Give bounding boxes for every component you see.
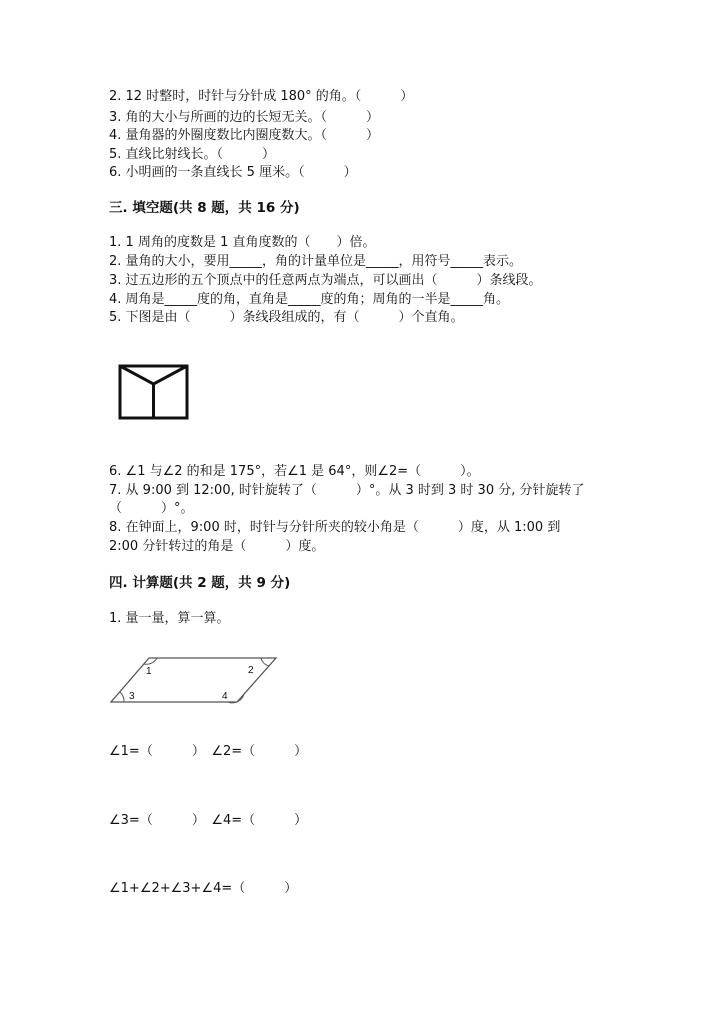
answer-line-3: ∠1+∠2+∠3+∠4=（ ） — [109, 881, 298, 896]
judge-item-5: 5. 直线比射线长。（ ） — [109, 147, 276, 162]
angle-label-4: 4 — [222, 691, 228, 702]
angle-arc-2 — [261, 658, 269, 666]
fill-item-6: 6. ∠1 与∠2 的和是 175°，若∠1 是 64°，则∠2=（ ）。 — [109, 464, 480, 479]
fill-item-3: 3. 过五边形的五个顶点中的任意两点为端点，可以画出（ ）条线段。 — [109, 273, 542, 288]
angle-label-3: 3 — [129, 691, 135, 702]
parallelogram-figure — [108, 654, 280, 708]
inner-segment-left — [120, 366, 154, 384]
fill-item-7: 7. 从 9:00 到 12:00, 时针旋转了（ ）°。从 3 时到 3 时 30 分, 分针旋转了 — [109, 483, 585, 498]
judge-item-4: 4. 量角器的外圈度数比内圈度数大。（ ） — [109, 128, 380, 143]
fill-item-5: 5. 下图是由（ ）条线段组成的，有（ ）个直角。 — [109, 310, 464, 325]
judge-item-6: 6. 小明画的一条直线长 5 厘米。（ ） — [109, 165, 357, 180]
section-heading-calc: 四. 计算题(共 2 题，共 9 分) — [109, 575, 291, 591]
fill-item-8-cont: 2:00 分针转过的角是（ ）度。 — [109, 539, 325, 554]
angle-arc-3 — [120, 692, 124, 702]
answer-line-1: ∠1=（ ） ∠2=（ ） — [109, 744, 308, 759]
inner-segment-right — [154, 366, 188, 384]
fill-item-7-cont: （ ）°。 — [109, 501, 194, 516]
fill-item-1: 1. 1 周角的度数是 1 直角度数的（ ）倍。 — [109, 235, 376, 250]
judge-item-3: 3. 角的大小与所画的边的长短无关。（ ） — [109, 110, 380, 125]
fill-item-2: 2. 量角的大小，要用_____，角的计量单位是_____，用符号_____表示。 — [109, 254, 523, 269]
fill-item-4: 4. 周角是_____度的角，直角是_____度的角；周角的一半是_____角。 — [109, 292, 510, 307]
judge-item-2: 2. 12 时整时，时针与分针成 180° 的角。（ ） — [109, 89, 414, 104]
section-heading-fill: 三. 填空题(共 8 题，共 16 分) — [109, 200, 300, 216]
answer-line-2: ∠3=（ ） ∠4=（ ） — [109, 813, 308, 828]
fill-item-8: 8. 在钟面上，9:00 时，时针与分针所夹的较小角是（ ）度，从 1:00 到 — [109, 520, 561, 535]
angle-label-2: 2 — [248, 665, 254, 676]
square-figure — [118, 364, 190, 421]
calc-question-1: 1. 量一量，算一算。 — [109, 611, 230, 626]
angle-label-1: 1 — [146, 666, 152, 677]
